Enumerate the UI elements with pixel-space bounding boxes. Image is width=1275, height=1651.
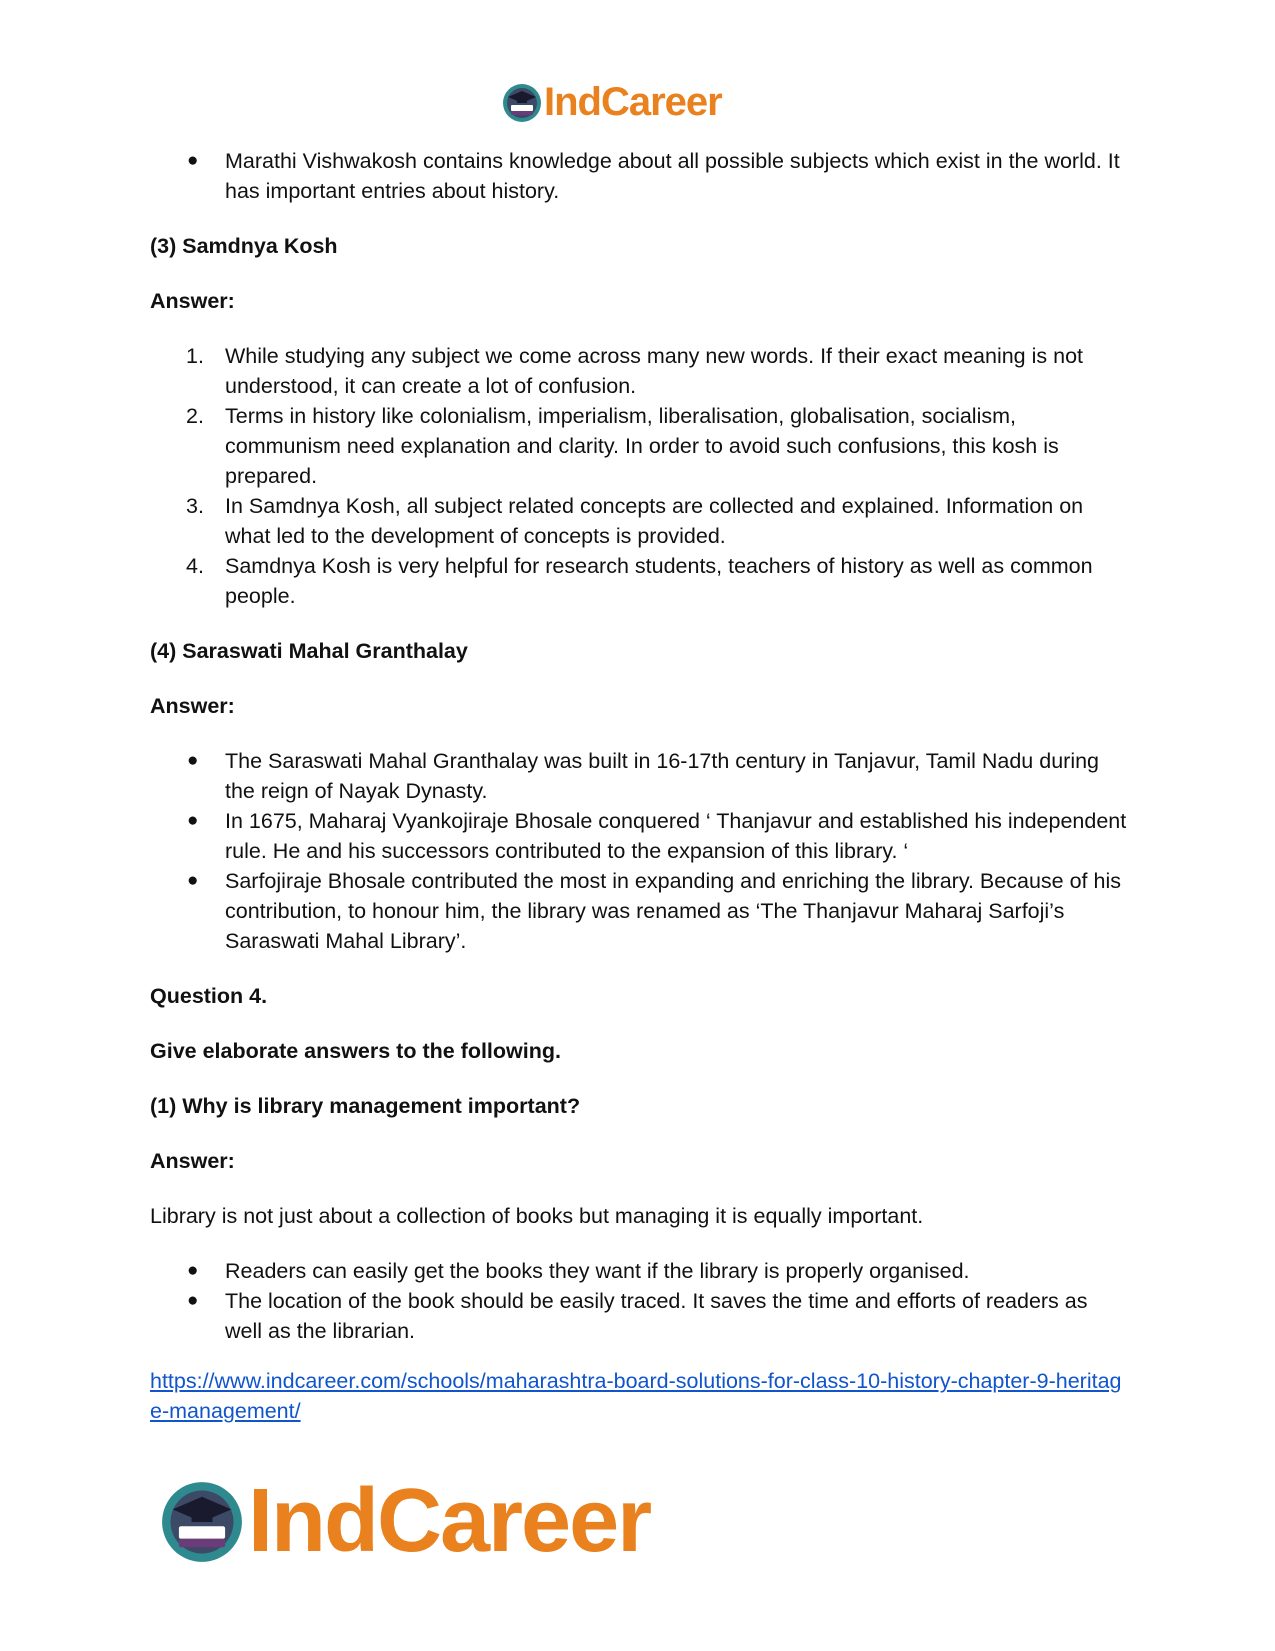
question-instruction: Give elaborate answers to the following. — [150, 1039, 561, 1063]
source-link[interactable]: https://www.indcareer.com/schools/maharashtra-board-solutions-for-class-10-history-chapter-9-heritage-management/ — [150, 1369, 1122, 1423]
brand-name: IndCareer — [544, 80, 722, 124]
brand-name: IndCareer — [248, 1471, 651, 1571]
answer-intro: Library is not just about a collection of books but managing it is equally important. — [150, 1204, 924, 1228]
list-item: ● The Saraswati Mahal Granthalay was built in 16-17th century in Tanjavur, Tamil Nadu during the reign of Nayak Dynasty. — [150, 746, 1130, 806]
bullet-list-vishwakosh — [150, 146, 1130, 206]
list-item: ● In 1675, Maharaj Vyankojiraje Bhosale conquered ‘ Thanjavur and established his independent rule. He and his successors contributed to the expansion of this library. ‘ — [150, 806, 1130, 866]
list-item: 4. Samdnya Kosh is very helpful for research students, teachers of history as well as common people. — [186, 554, 1093, 608]
section-heading: (3) Samdnya Kosh — [150, 234, 338, 258]
bullet-marker: ● — [187, 150, 199, 171]
section-heading: (4) Saraswati Mahal Granthalay — [150, 639, 468, 663]
list-item: ● Readers can easily get the books they want if the library is properly organised. — [150, 1256, 1130, 1286]
answer-label: Answer: — [150, 289, 235, 313]
sub-question: (1) Why is library management important? — [150, 1094, 581, 1118]
bullet-marker: ● — [187, 1260, 199, 1281]
graduation-cap-book-icon — [502, 83, 542, 123]
graduation-cap-book-icon — [160, 1480, 244, 1564]
bullet-marker: ● — [187, 870, 199, 891]
indcareer-logo-bottom — [160, 1470, 650, 1573]
question-title: Question 4. — [150, 984, 268, 1008]
list-item: ● The location of the book should be easily traced. It saves the time and efforts of readers as well as the librarian. — [150, 1286, 1130, 1346]
list-item: ● Marathi Vishwakosh contains knowledge about all possible subjects which exist in the world. It has important entries about history. — [150, 146, 1130, 206]
list-item: 2. Terms in history like colonialism, imperialism, liberalisation, globalisation, socialism, communism need explanation and clarity. In order to avoid such confusions, this kosh is prepared. — [186, 404, 1059, 488]
bullet-marker: ● — [187, 1290, 199, 1311]
list-item: ● Sarfojiraje Bhosale contributed the most in expanding and enriching the library. Because of his contribution, to honour him, the library was renamed as ‘The Thanjavur Maharaj Sarfoji’s Saraswati Mahal Library’. — [150, 866, 1130, 956]
answer-label: Answer: — [150, 694, 235, 718]
indcareer-logo-top — [502, 80, 722, 125]
answer-label: Answer: — [150, 1149, 235, 1173]
bullet-list-library — [150, 1256, 1130, 1346]
list-item: 3. In Samdnya Kosh, all subject related concepts are collected and explained. Information on what led to the development of concepts is provided. — [186, 494, 1084, 548]
bullet-marker: ● — [187, 750, 199, 771]
bullet-marker: ● — [187, 810, 199, 831]
list-item: 1. While studying any subject we come across many new words. If their exact meaning is not understood, it can create a lot of confusion. — [186, 344, 1083, 398]
document-body — [150, 146, 1130, 1426]
bullet-list-saraswati — [150, 746, 1130, 956]
numbered-list-samdnya — [150, 341, 1130, 611]
